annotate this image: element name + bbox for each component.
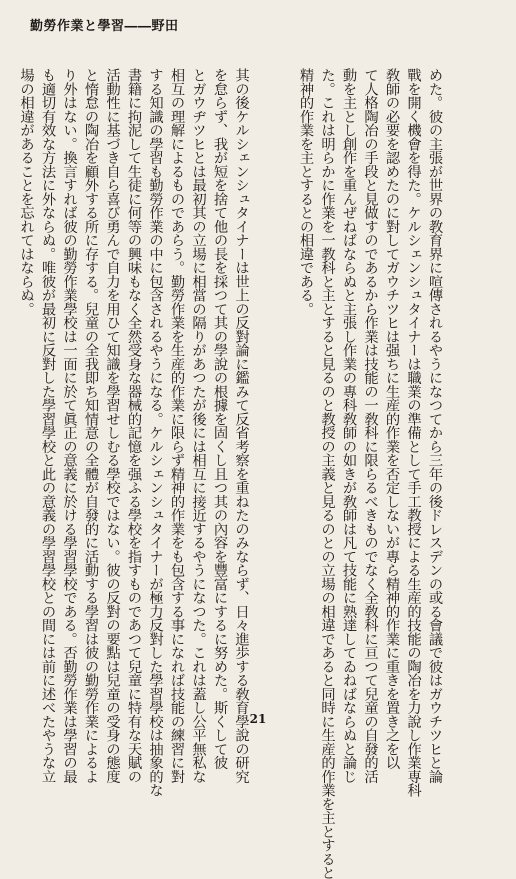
paragraph-1: めた。彼の主張が世界の教育界に喧傳されるやうになつてから三年の後ドレスデンの或る會議で彼はガウチツヒと論 戰を開く機會を得た。ケルシェンシュタイナーは職業の準備として手工教授による生産的技能の陶冶を力說し作業専科 敎師の必要を認めたのに對してガウチツヒは强ちに生産的作業を否定しないが專ら精神的作業に重きを置き之を以 て人格陶冶の手段と見做すのであるから作業は技能の一敎科に限らるべきものでなく全敎科に亘つて兒童の自發的活 動を主とし創作を重んぜねばならぬと主張し作業の專科敎師の如きが敎師は凡て技能に熟達してゐねばならぬと論じ た。これは明らかに作業を一教科と主とすると見るのと教授の主義と見るのとの立場の相違であると同時に生産的作業を主とすると 精神的作業を主とするとの相違である。	[298, 68, 443, 879]
page-number: 21	[249, 712, 267, 726]
paragraph-2: 其の後ケルシェンシュタイナーは世上の反對論に鑑みて反省考察を重ねたのみならず、日々進歩する敎育學說の研究 を怠らず、我が短を捨て他の長を採つて其の學說の根據を固くし且つ其の內容を豐富にするに努めた。斯くして彼 とガウヂツヒとは最初其の立場に相當の隔りがあつたが後には相互に接近するやうになつた。これは蓋し公平無私な 相互の理解によるものであらう。勤勞作業を生産的作業に限らず精神的作業をも包含する事になれば技能の練習に對 する知識の學習も勤勞作業の中に包含されるやうになる。ケルシェンシュタイナーが極力反對した學習學校は抽象的な 書籍に拘泥して生徒に何等の興味もなく全然受身な器械的記憶を强ふる學校を指すものであつて兒童に特有な天賦の 活動性に基づき自ら喜び勇んで自力を用ひて知識を學習せしむる學校ではない。彼の反對の要點は兒童の受身の態度 と惰怠の陶冶を顧外する所に存する。兒童の全我即ち知情意の全體が自發的に活動する學習は彼の勤勞作業によるよ り外はない。換言すれば彼の勤勞作業學校は一面に於て眞正の意義に於ける學習學校である。否勤勞作業は學習の最 も適切有效な方法に外ならぬ。唯彼が最初に反對した學習學校と此の意義の學習學校との間には前に述べたやうな立 場の相違があることを忘れてはならぬ。	[18, 68, 250, 797]
running-header: 勤勞作業と學習――野田	[30, 19, 179, 34]
